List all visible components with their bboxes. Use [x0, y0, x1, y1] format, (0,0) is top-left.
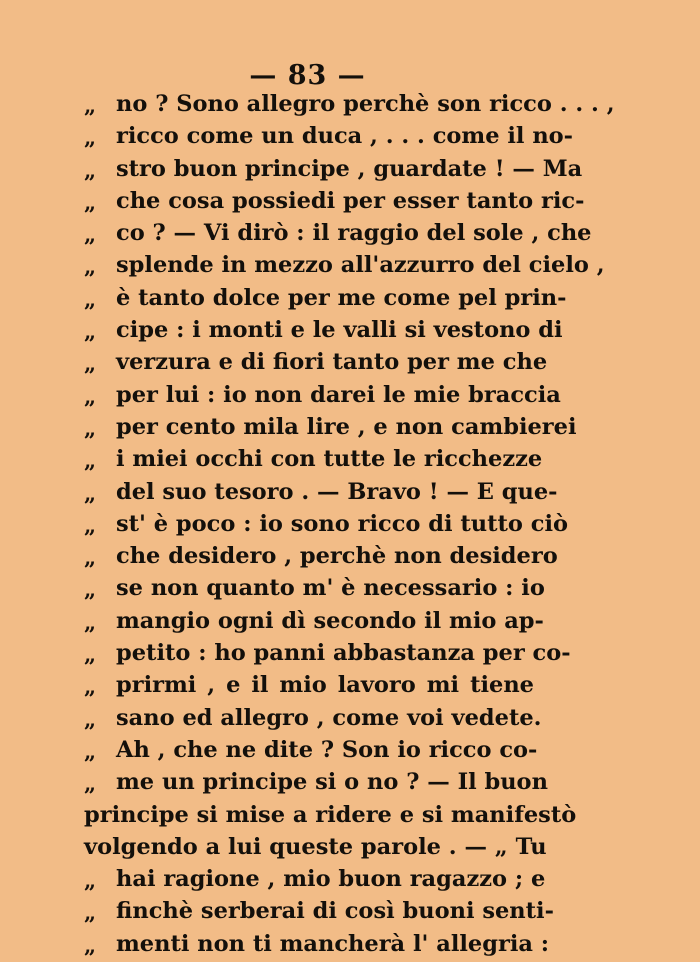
line-text: st' è poco : io sono ricco di tutto ciò [116, 510, 568, 537]
text-line [84, 379, 561, 411]
text-line [84, 702, 542, 734]
text-line [84, 88, 615, 120]
text-line [84, 831, 547, 863]
text-line [84, 120, 574, 152]
quote-mark: „ [84, 577, 97, 603]
text-line [84, 476, 558, 508]
quote-mark: „ [84, 286, 97, 312]
quote-mark: „ [84, 351, 97, 377]
text-line [84, 249, 605, 281]
quote-mark: „ [84, 415, 97, 441]
quote-mark: „ [84, 738, 97, 764]
line-text: per lui : io non darei le mie braccia [116, 381, 561, 408]
text-line [84, 863, 546, 895]
quote-mark: „ [84, 448, 97, 474]
line-text: verzura e di fiori tanto per me che [116, 349, 548, 376]
quote-mark: „ [84, 609, 97, 635]
line-text: Ah , che ne dite ? Son io ricco co- [116, 736, 538, 763]
body-text [84, 88, 615, 960]
text-line [84, 314, 563, 346]
quote-mark: „ [84, 868, 97, 894]
quote-mark: „ [84, 642, 97, 668]
line-text: che cosa possiedi per esser tanto ric- [116, 187, 585, 214]
quote-mark: „ [84, 222, 97, 248]
text-line [84, 540, 558, 572]
line-text: me un principe si o no ? — Il buon [116, 769, 548, 796]
quote-mark: „ [84, 512, 97, 538]
quote-mark: „ [84, 545, 97, 571]
line-text: ricco come un duca , . . . come il no- [116, 123, 574, 150]
line-text: del suo tesoro . — Bravo ! — E que- [116, 478, 558, 505]
quote-mark: „ [84, 254, 97, 280]
text-line [84, 605, 544, 637]
quote-mark: „ [84, 674, 97, 700]
text-line [84, 799, 577, 831]
line-text: se non quanto m' è necessario : io [116, 575, 545, 602]
text-line [84, 669, 534, 701]
quote-mark: „ [84, 319, 97, 345]
text-line [84, 734, 538, 766]
quote-mark: „ [84, 125, 97, 151]
text-line [84, 153, 583, 185]
line-text: sano ed allegro , come voi vedete. [116, 704, 542, 731]
quote-mark: „ [84, 900, 97, 926]
text-line [84, 346, 548, 378]
quote-mark: „ [84, 189, 97, 215]
line-text: hai ragione , mio buon ragazzo ; e [116, 866, 546, 893]
line-text: co ? — Vi dirò : il raggio del sole , che [116, 220, 592, 247]
line-text: principe si mise a ridere e si manifestò [84, 801, 577, 828]
line-text: petito : ho panni abbastanza per co- [116, 640, 571, 667]
line-text: volgendo a lui queste parole . — „ Tu [84, 833, 547, 860]
text-line [84, 637, 571, 669]
text-line [84, 443, 543, 475]
quote-mark: „ [84, 706, 97, 732]
line-text: i miei occhi con tutte le ricchezze [116, 446, 543, 473]
text-line [84, 411, 577, 443]
page-number: — 83 — [249, 60, 366, 91]
text-line [84, 766, 548, 798]
line-text: cipe : i monti e le valli si vestono di [116, 317, 563, 344]
text-line [84, 572, 545, 604]
line-text: no ? Sono allegro perchè son ricco . . . , [116, 91, 615, 117]
line-text: menti non ti mancherà l' allegria : [116, 930, 550, 957]
line-text: prirmi , e il mio lavoro mi tiene [116, 672, 534, 699]
quote-mark: „ [84, 157, 97, 183]
text-line [84, 508, 568, 540]
text-line [84, 895, 554, 927]
line-text: stro buon principe , guardate ! — Ma [116, 155, 583, 182]
text-line [84, 282, 567, 314]
quote-mark: „ [84, 932, 97, 958]
quote-mark: „ [84, 480, 97, 506]
text-line [84, 928, 550, 960]
quote-mark: „ [84, 771, 97, 797]
quote-mark: „ [84, 383, 97, 409]
line-text: è tanto dolce per me come pel prin- [116, 284, 567, 311]
line-text: splende in mezzo all'azzurro del cielo , [116, 252, 605, 279]
line-text: per cento mila lire , e non cambierei [116, 413, 577, 440]
line-text: finchè serberai di così buoni senti- [116, 898, 554, 925]
quote-mark: „ [84, 93, 97, 118]
text-line [84, 185, 585, 217]
line-text: che desidero , perchè non desidero [116, 543, 558, 570]
line-text: mangio ogni dì secondo il mio ap- [116, 607, 544, 634]
text-line [84, 217, 592, 249]
